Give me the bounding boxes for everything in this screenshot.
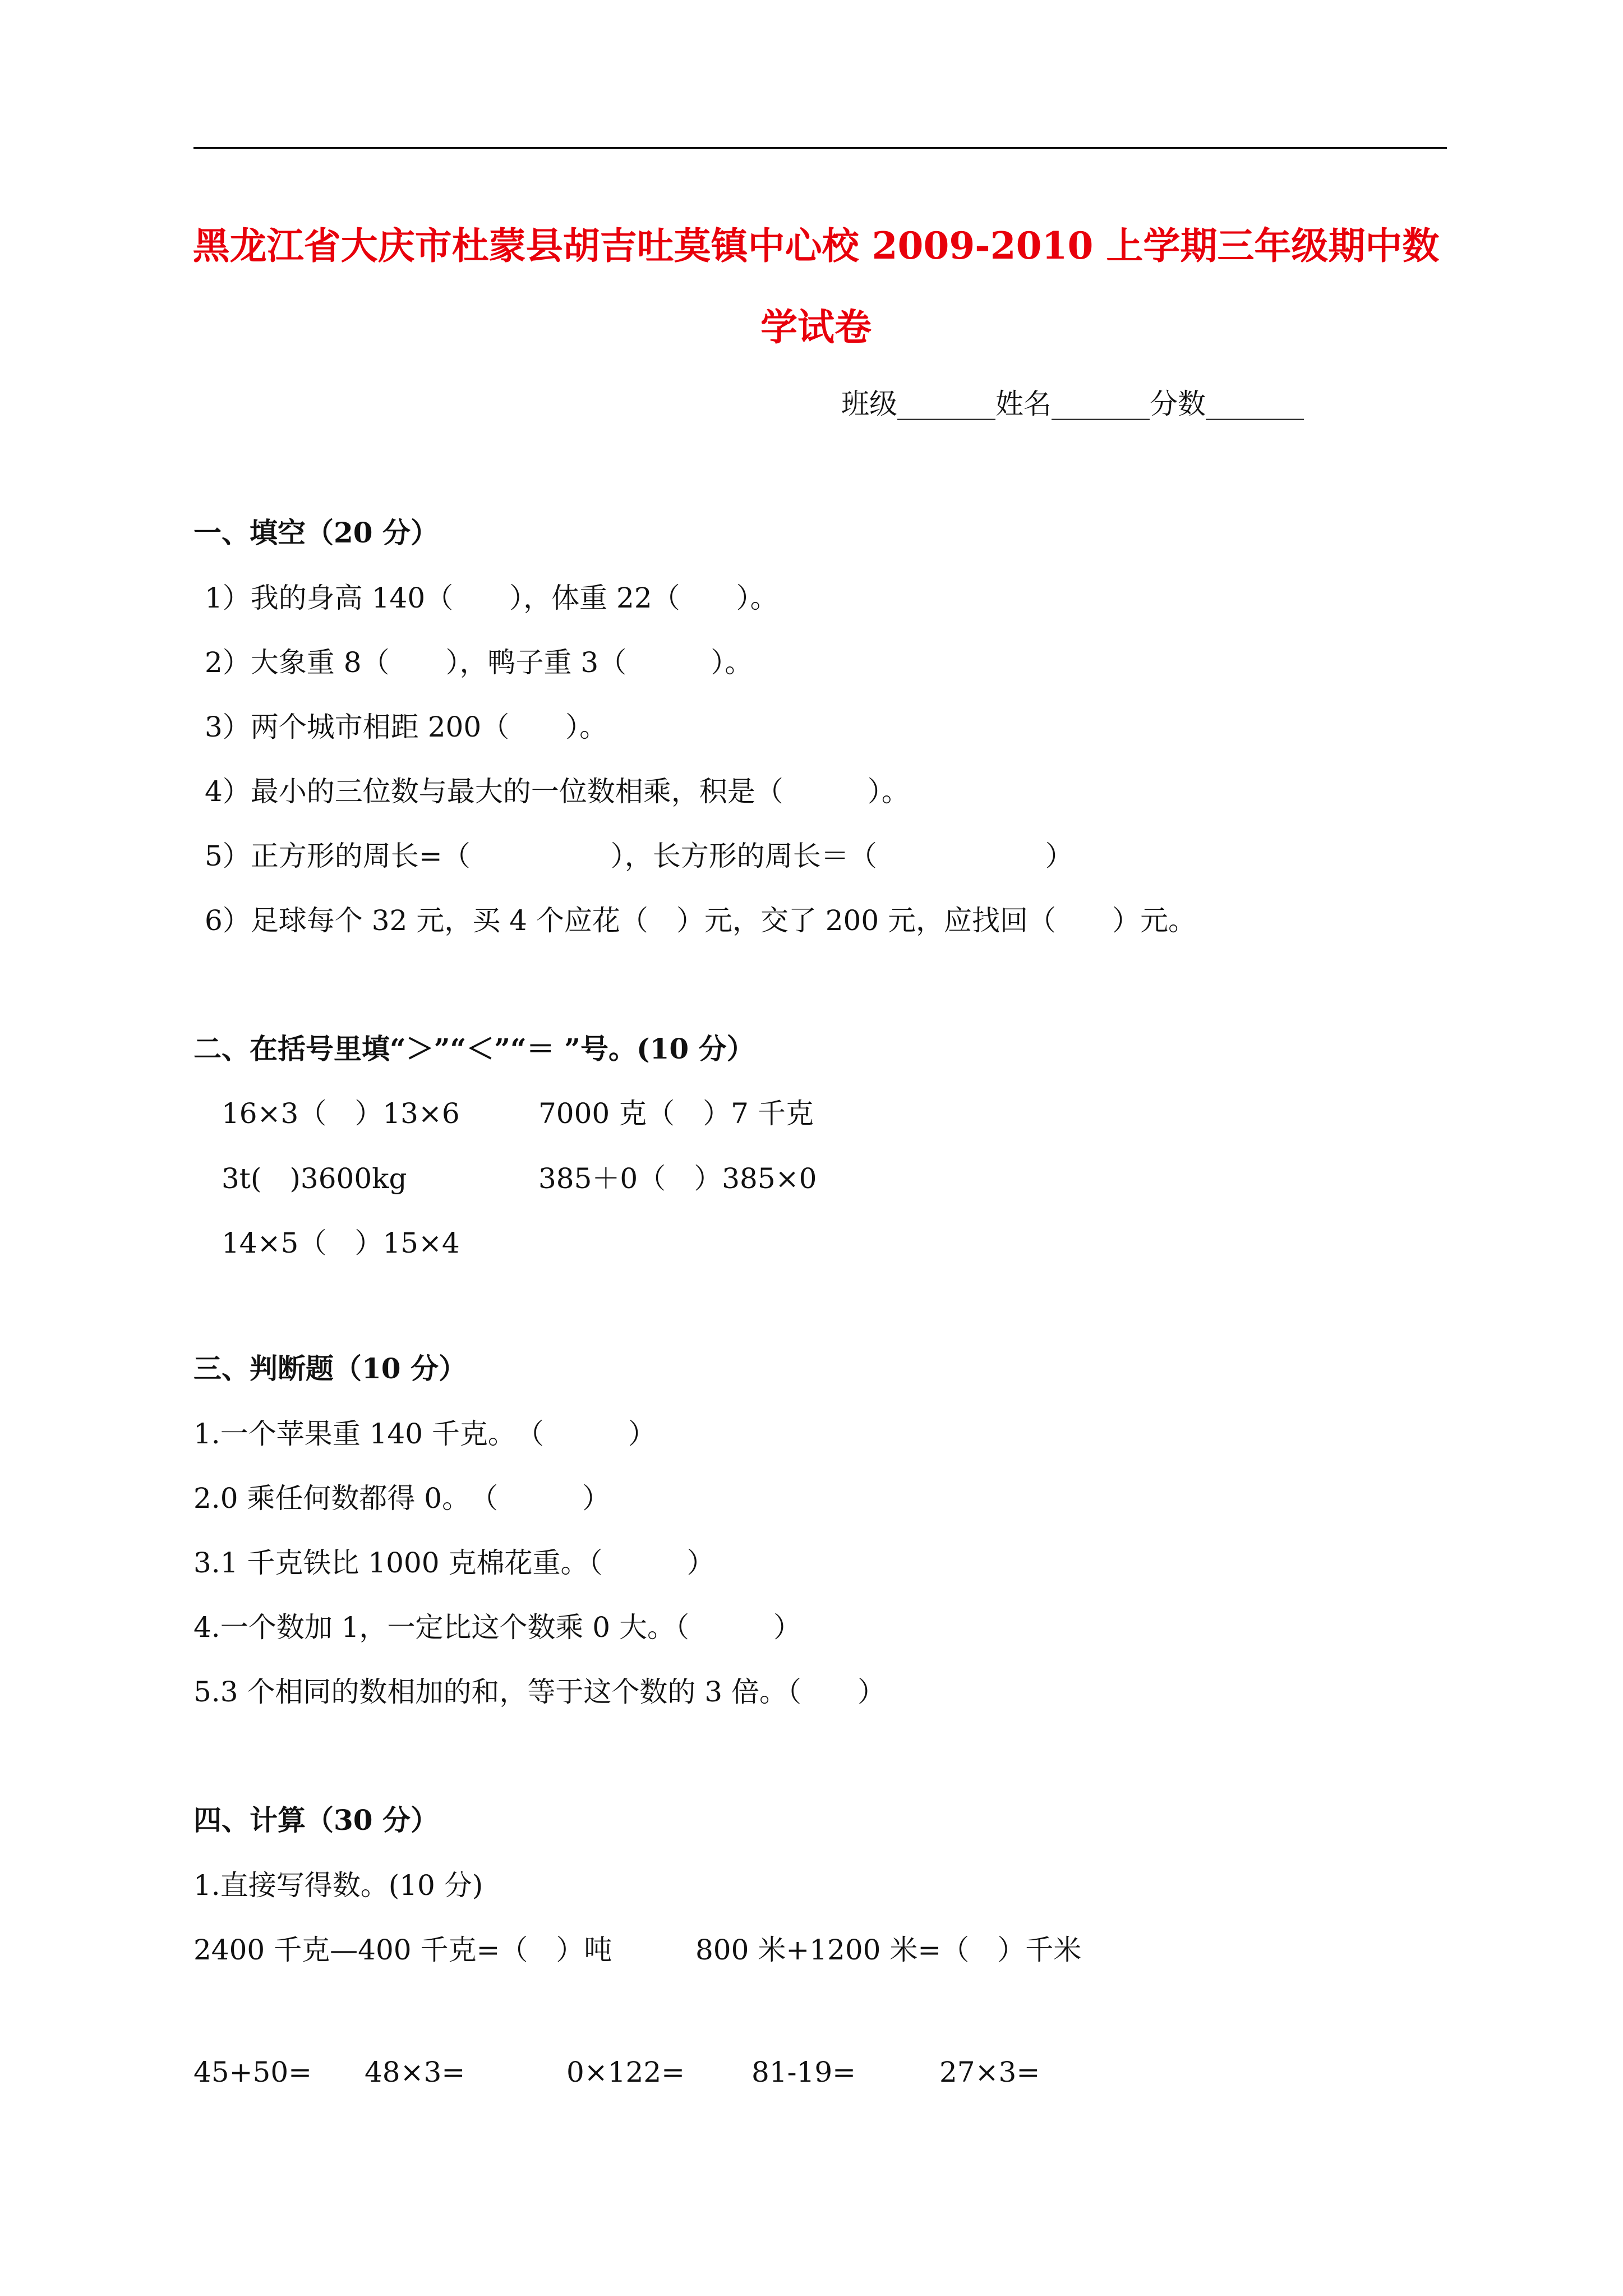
fill-item-3: 3）两个城市相距 200（ ）。 — [205, 711, 608, 743]
judge-item-5: 5.3 个相同的数相加的和，等于这个数的 3 倍。（ ） — [193, 1676, 886, 1708]
calc-subheading: 1.直接写得数。(10 分) — [193, 1869, 483, 1902]
fill-item-2: 2）大象重 8（ ），鸭子重 3（ ）。 — [205, 646, 753, 679]
title-line-1: 黑龙江省大庆市杜蒙县胡吉吐莫镇中心校 2009-2010 上学期三年级期中数 — [192, 224, 1440, 268]
student-info-line: 班级_______姓名_______分数_______ — [841, 388, 1304, 420]
calc-item: 81-19= — [751, 2056, 856, 2088]
compare-item: 16×3（ ）13×6 — [222, 1097, 460, 1130]
fill-item-6: 6）足球每个 32 元，买 4 个应花（ ）元，交了 200 元，应找回（ ）元。 — [205, 904, 1197, 937]
section1-heading: 一、填空（20 分） — [193, 516, 439, 549]
calc-item: 800 米+1200 米=（ ）千米 — [695, 1934, 1082, 1966]
compare-item: 14×5（ ）15×4 — [222, 1227, 460, 1259]
judge-item-3: 3.1 千克铁比 1000 克棉花重。（ ） — [193, 1547, 715, 1579]
calc-item: 27×3= — [939, 2056, 1040, 2088]
fill-item-5: 5）正方形的周长=（ ），长方形的周长＝（ ） — [205, 840, 1073, 872]
compare-item: 385＋0（ ）385×0 — [538, 1162, 817, 1195]
judge-item-2: 2.0 乘任何数都得 0。 （ ） — [193, 1482, 611, 1515]
calc-item: 0×122= — [566, 2056, 685, 2088]
judge-item-4: 4.一个数加 1，一定比这个数乘 0 大。（ ） — [193, 1611, 802, 1644]
compare-item: 3t( )3600kg — [222, 1162, 407, 1195]
title-line-2: 学试卷 — [760, 305, 872, 349]
section4-heading: 四、计算（30 分） — [193, 1803, 439, 1837]
section2-heading: 二、在括号里填“＞”“＜”“＝ ”号。(10 分） — [193, 1032, 755, 1065]
calc-item: 2400 千克—400 千克=（ ）吨 — [193, 1934, 612, 1966]
calc-item: 48×3= — [365, 2056, 465, 2088]
compare-item: 7000 克（ ）7 千克 — [538, 1097, 814, 1130]
top-rule — [193, 147, 1447, 149]
section3-heading: 三、判断题（10 分） — [193, 1352, 467, 1385]
fill-item-4: 4）最小的三位数与最大的一位数相乘，积是（ ）。 — [205, 775, 910, 808]
calc-item: 45+50= — [193, 2056, 312, 2088]
judge-item-1: 1.一个苹果重 140 千克。 （ ） — [193, 1418, 656, 1450]
fill-item-1: 1）我的身高 140（ ），体重 22（ ）。 — [205, 582, 778, 614]
